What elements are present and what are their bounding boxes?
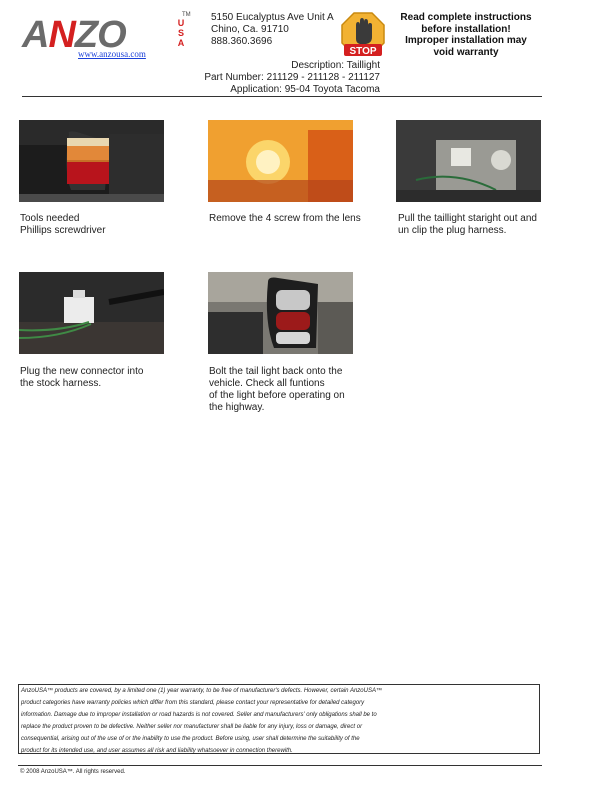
footer-divider — [18, 765, 542, 766]
step-2-caption — [209, 213, 361, 225]
legal-line: product for its intended use, and user assumes all risk and liability whatsoever in connection therewith. — [21, 748, 293, 754]
phone-number: 888.360.3696 — [211, 36, 273, 47]
caption-line: un clip the plug harness. — [398, 225, 507, 236]
website-link[interactable]: www.anzousa.com — [78, 49, 146, 59]
copyright-notice: © 2008 AnzoUSA™. All rights reserved. — [20, 769, 126, 775]
part-number: Part Number: 211129 - 211128 - 211127 — [204, 72, 380, 83]
step-2-photo — [208, 120, 353, 202]
legal-line: product categories have warranty policies which differ from this standard, please contact your representative for detailed category — [21, 700, 365, 706]
header-divider — [22, 96, 542, 97]
company-address — [211, 12, 334, 48]
logo-wordmark: ANZO — [22, 14, 126, 56]
legal-line: information. Damage due to improper installation or road hazards is not covered. Seller and manufacturers' only obligations shall be to — [21, 712, 377, 718]
warning-line: Improper installation may — [405, 35, 527, 46]
warranty-disclaimer — [18, 684, 540, 754]
caption-line: Phillips screwdriver — [20, 225, 106, 236]
step-4-caption — [20, 366, 143, 390]
step-1-photo — [19, 120, 164, 202]
step-5-photo — [208, 272, 353, 354]
logo-trademark: TM — [182, 12, 191, 18]
application-text: Application: 95-04 Toyota Tacoma — [230, 84, 380, 95]
caption-line: Bolt the tail light back onto the — [209, 366, 343, 377]
caption-line: the highway. — [209, 402, 265, 413]
step-3-photo — [396, 120, 541, 202]
legal-line: replace the product proven to be defective. Neither seller nor manufacturer shall be liable for any injury, loss or damage, direct or — [21, 724, 363, 730]
caption-line: of the light before operating on — [209, 390, 345, 401]
anzo-logo — [22, 10, 192, 62]
address-city: Chino, Ca. 91710 — [211, 24, 289, 35]
caption-line: Remove the 4 screw from the lens — [209, 213, 361, 224]
caption-line: Tools needed — [20, 213, 80, 224]
warning-line: Read complete instructions — [400, 12, 532, 23]
legal-line: consequential, arising out of the use of or the inability to use the product. Before using, user shall determine the suitability of the — [21, 736, 360, 742]
stop-hand-icon — [340, 11, 386, 59]
step-4-photo — [19, 272, 164, 354]
caption-line: Pull the taillight staright out and — [398, 213, 537, 224]
warning-line: void warranty — [433, 46, 499, 58]
address-street: 5150 Eucalyptus Ave Unit A — [211, 12, 334, 23]
caption-line: Plug the new connector into — [20, 366, 144, 377]
legal-line: AnzoUSA™ products are covered, by a limited one (1) year warranty, to be free of manufacturer's defects. However, certain AnzoUSA™ — [21, 688, 382, 694]
step-1-caption — [20, 213, 106, 237]
caption-line: the stock harness. — [20, 378, 102, 389]
stop-label: STOP — [349, 46, 377, 57]
warning-line: before installation! — [421, 23, 511, 35]
product-description — [170, 60, 380, 96]
step-5-caption — [209, 366, 345, 414]
installation-warning — [392, 12, 540, 58]
step-3-caption — [398, 213, 537, 237]
caption-line: vehicle. Check all funtions — [209, 378, 325, 389]
description-text: Description: Taillight — [291, 60, 380, 71]
logo-usa-mark: U S A — [177, 18, 185, 48]
